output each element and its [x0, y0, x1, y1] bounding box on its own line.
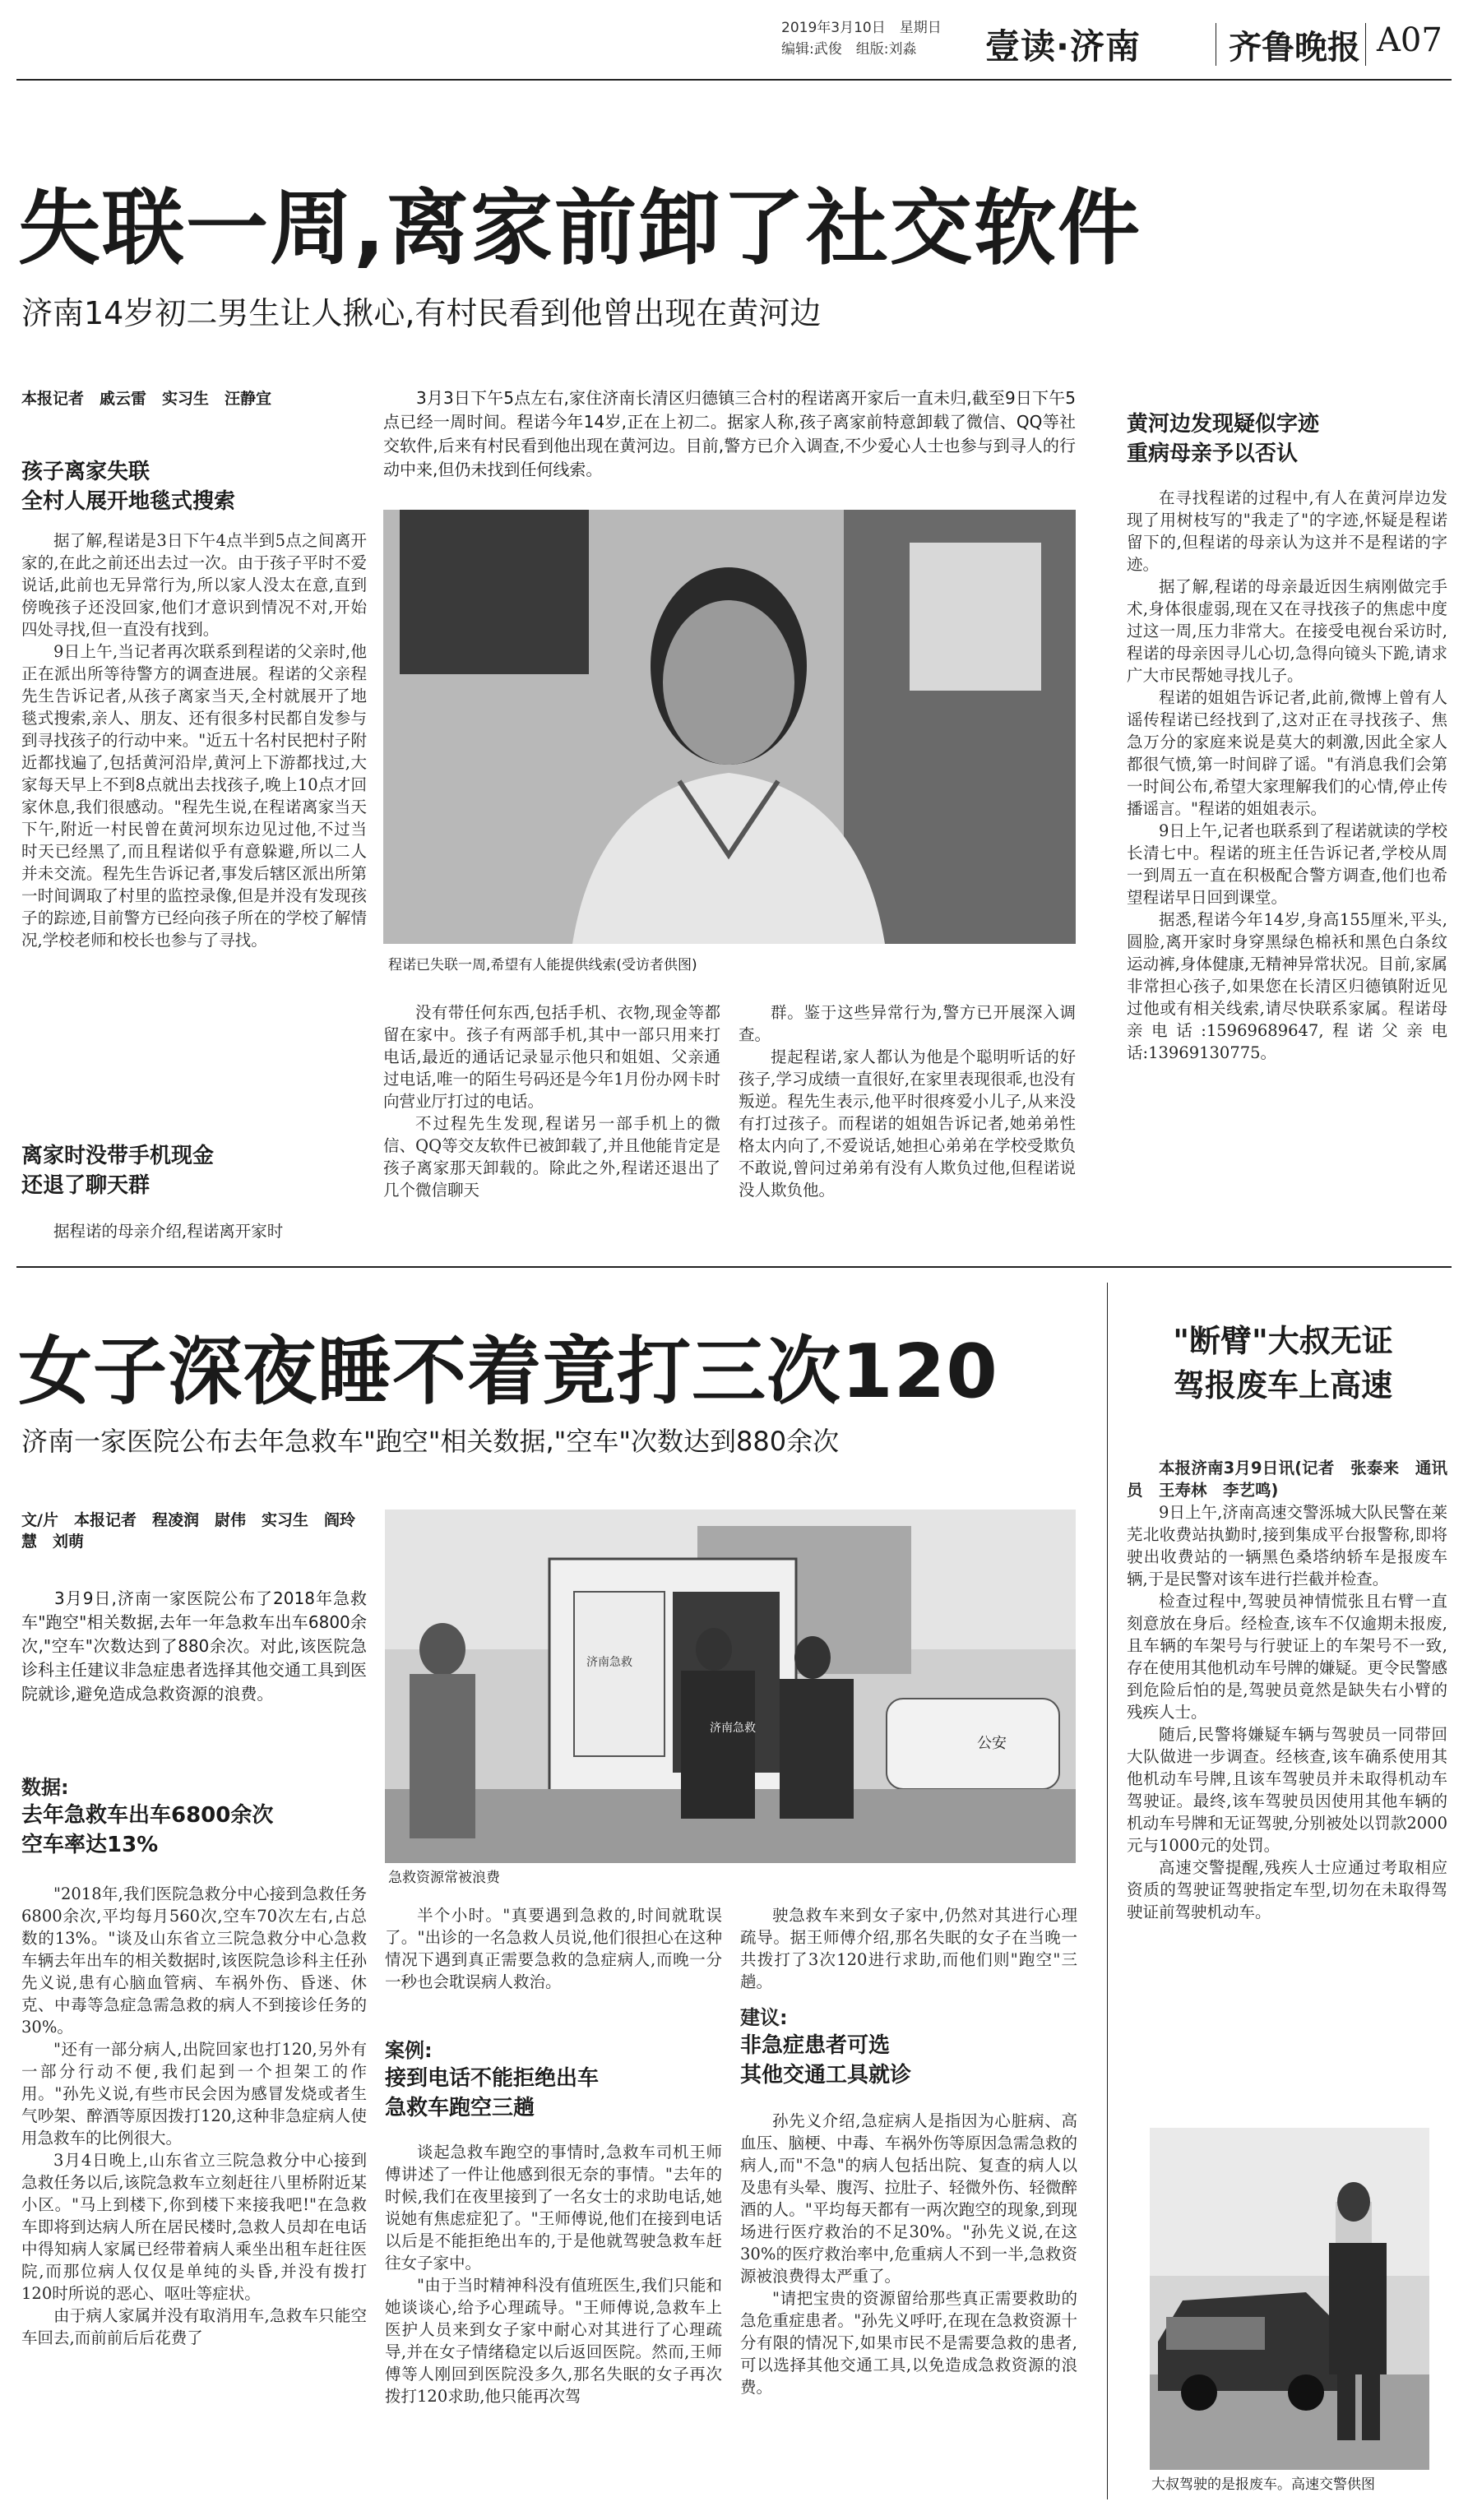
- newspaper-logo: 齐鲁晚报: [1229, 28, 1360, 67]
- story1-subheadline: 济南14岁初二男生让人揪心,有村民看到他曾出现在黄河边: [21, 295, 822, 331]
- issue-date: 2019年3月10日 星期日: [781, 20, 942, 36]
- story2-photo-caption: 急救资源常被浪费: [388, 1870, 500, 1886]
- story1-crosshead-2: 离家时没带手机现金 还退了聊天群: [21, 1144, 215, 1198]
- story1-crosshead: 孩子离家失联 全村人展开地毯式搜索: [21, 460, 236, 514]
- ambulance-text: 济南急救: [710, 1722, 756, 1735]
- page-number: A07: [1377, 21, 1443, 59]
- story2-col2-body-b: 谈起急救车跑空的事情时,急救车司机王师傅讲述了一件让他感到很无奈的事情。"去年的时候,我们在夜里接到了一名女士的求助电话,她说她有焦虑症犯了。"王师傅说,他们在接到电话以后是不能拒绝出车的,于是他就驾驶急救车赶往女子家中。 "由于当时精神科没有值班医生,我们只能和她谈谈心,给予心理疏导。"王师傅说,急救车上医护人员来到女子家中耐心对其进行了心理疏导,并在女子情绪稳定以后返回医院。然而,王师傅等人刚回到医院没多久,那名失眠的女子再次拨打120求助,他只能再次驾: [385, 2143, 722, 2406]
- story1-byline: 本报记者 戚云雷 实习生 汪静宜: [21, 390, 272, 408]
- story2-col2-body: 半个小时。"真要遇到急救的,时间就耽误了。"出诊的一名急救人员说,他们很担心在这种情况下遇到真正需要急救的急症病人,而晚一分一秒也会耽误病人救治。: [385, 1906, 722, 1991]
- police-car-text: 公安: [977, 1735, 1007, 1752]
- section-name: 壹读·济南: [985, 26, 1141, 67]
- ambulance-text: 济南急救: [586, 1656, 632, 1669]
- story3-headline: "断臂"大叔无证 驾报废车上高速: [1173, 1323, 1393, 1403]
- story1-col3-body: 群。鉴于这些异常行为,警方已开展深入调查。 提起程诺,家人都认为他是个聪明听话的好孩子,学习成绩一直很好,在家里表现很乖,也没有叛逆。程先生表示,他平时很疼爱小儿子,从来没有打过孩子。而程诺的姐姐告诉记者,她弟弟性格太内向了,不爱说话,她担心弟弟在学校受欺负不敢说,曾问过弟弟有没有人欺负过他,但程诺说没人欺负他。: [739, 1003, 1076, 1200]
- scrapped-car-image: [1150, 2128, 1429, 2470]
- story2-col3-body-b: 孙先义介绍,急症病人是指因为心脏病、高血压、脑梗、中毒、车祸外伤等原因急需急救的病人,而"不急"的病人包括出院、复查的病人以及患有头晕、腹泻、拉肚子、轻微外伤、轻微醉酒的人。"平均每天都有一两次跑空的现象,到现场进行医疗救治的不足30%。"孙先义说,在这30%的医疗救治率中,危重病人不到一半,急救资源被浪费得太严重了。 "请把宝贵的资源留给那些真正需要救助的急危重症患者。"孙先义呼吁,在现在急救资源十分有限的情况下,如果市民不是需要急救的患者,可以选择其他交通工具,以免造成急救资源的浪费。: [740, 2111, 1077, 2397]
- story-divider: [16, 1266, 1452, 1268]
- sidebar-divider: [1107, 1283, 1108, 2499]
- editor-credits: 编辑:武俊 组版:刘淼: [781, 41, 917, 58]
- story3-photo-caption: 大叔驾驶的是报废车。高速交警供图: [1151, 2476, 1375, 2493]
- story1-right-crosshead: 黄河边发现疑似字迹 重病母亲予以否认: [1127, 412, 1320, 466]
- story1-col1-body: 据了解,程诺是3日下午4点半到5点之间离开家的,在此之前还出去过一次。由于孩子平时不爱说话,此前也无异常行为,所以家人没太在意,直到傍晚孩子还没回家,他们才意识到情况不对,开始四处寻找,但一直没有找到。 9日上午,当记者再次联系到程诺的父亲时,他正在派出所等待警方的调查进展。程诺的父亲程先生告诉记者,从孩子离家当天,全村就展开了地毯式搜索,亲人、朋友、还有很多村民都自发参与到寻找孩子的行动中来。"近五十名村民把村子附近都找遍了,包括黄河沿岸,黄河上下游都找过,大家每天早上不到8点就出去找孩子,晚上10点才回家休息,我们很感动。"程先生说,在程诺离家当天下午,附近一村民曾在黄河坝东边见过他,不过当时天已经黑了,而且程诺似乎有意躲避,所以二人并未交流。程先生告诉记者,事发后辖区派出所第一时间调取了村里的监控录像,但是并没有发现孩子的踪迹,目前警方已经向孩子所在的学校了解情况,学校老师和校长也参与了寻找。: [21, 531, 367, 950]
- story2-data-crosshead: 数据: 去年急救车出车6800余次 空车率达13%: [21, 1776, 274, 1857]
- story1-right-body: 在寻找程诺的过程中,有人在黄河岸边发现了用树枝写的"我走了"的字迹,怀疑是程诺留下的,但程诺的母亲认为这并不是程诺的字迹。 据了解,程诺的母亲最近因生病刚做完手术,身体很虚弱,现在又在寻找孩子的焦虑中度过这一周,压力非常大。在接受电视台采访时,程诺的母亲因寻儿心切,急得向镜头下跪,请求广大市民帮她寻找儿子。 程诺的姐姐告诉记者,此前,微博上曾有人谣传程诺已经找到了,这对正在寻找孩子、焦急万分的家庭来说是莫大的刺激,因此全家人都很气愤,第一时间辟了谣。"有消息我们会第一时间公布,希望大家理解我们的心情,停止传播谣言。"程诺的姐姐表示。 9日上午,记者也联系到了程诺就读的学校长清七中。程诺的班主任告诉记者,学校从周一到周五一直在积极配合警方调查,他们也希望程诺早日回到课堂。 据悉,程诺今年14岁,身高155厘米,平头,圆脸,离开家时身穿黑绿色棉袄和黑色白条纹运动裤,身体健康,无精神异常状况。目前,家属非常担心孩子,如果您在长清区归德镇附近见过他或有相关线索,请尽快联系家属。程诺母亲电话:15969689647,程诺父亲电话:13969130775。: [1127, 488, 1447, 1062]
- portrait-boy-image: [383, 510, 1076, 944]
- story3-photo: [1150, 2128, 1429, 2470]
- story1-lead: 3月3日下午5点左右,家住济南长清区归德镇三合村的程诺离开家后一直未归,截至9日下午5点已经一周时间。程诺今年14岁,正在上初二。据家人称,孩子离家前特意卸载了微信、QQ等社交软件,后来有村民看到他出现在黄河边。目前,警方已介入调查,不少爱心人士也参与到寻人的行动中来,但仍未找到任何线索。: [383, 388, 1076, 479]
- story1-photo: [383, 510, 1076, 944]
- story2-col1-body: "2018年,我们医院急救分中心接到急救任务6800余次,平均每月560次,空车70次左右,占总数的13%。"谈及山东省立三院急救分中心急救车辆去年出车的相关数据时,该医院急诊科主任孙先义说,患有心脑血管病、车祸外伤、昏迷、休克、中毒等急症急需急救的病人不到接诊任务的30%。 "还有一部分病人,出院回家也打120,另外有一部分行动不便,我们起到一个担架工的作用。"孙先义说,有些市民会因为感冒发烧或者生气吵架、醉酒等原因拨打120,这种非急症病人使用急救车的比例很大。 3月4日晚上,山东省立三院急救分中心接到急救任务以后,该院急救车立刻赶往八里桥附近某小区。"马上到楼下,你到楼下来接我吧!"在急救车即将到达病人所在居民楼时,急救人员却在电话中得知病人家属已经带着病人乘坐出租车赶往医院,而那位病人仅仅是单纯的头昏,并没有拨打120时所说的恶心、呕吐等症状。 由于病人家属并没有取消用车,急救车只能空车回去,而前前后后花费了: [21, 1884, 367, 2347]
- story2-case-crosshead: 案例: 接到电话不能拒绝出车 急救车跑空三趟: [385, 2039, 600, 2120]
- story2-subheadline: 济南一家医院公布去年急救车"跑空"相关数据,"空车"次数达到880余次: [21, 1426, 840, 1457]
- ambulance-scene-image: [385, 1510, 1076, 1863]
- story1-col1-tail: 据程诺的母亲介绍,程诺离开家时: [53, 1222, 284, 1241]
- header-rule: [16, 79, 1452, 81]
- story1-col2-body: 没有带任何东西,包括手机、衣物,现金等都留在家中。孩子有两部手机,其中一部只用来打电话,最近的通话记录显示他只和姐姐、父亲通过电话,唯一的陌生号码还是今年1月份办网卡时向营业厅打过的电话。 不过程先生发现,程诺另一部手机上的微信、QQ等交友软件已被卸载了,并且他能肯定是孩子离家那天卸载的。除此之外,程诺还退出了几个微信聊天: [383, 1003, 720, 1200]
- header-divider: [1365, 23, 1366, 66]
- story3-body: 本报济南3月9日讯(记者 张泰来 通讯员 王寿林 李艺鸣) 9日上午,济南高速交警泺城大队民警在莱芜北收费站执勤时,接到集成平台报警称,即将驶出收费站的一辆黑色桑塔纳轿车是报废车辆,于是民警对该车进行拦截并检查。 检查过程中,驾驶员神情慌张且右臂一直刻意放在身后。经检查,该车不仅逾期未报废,且车辆的车架号与行驶证上的车架号不一致,存在使用其他机动车号牌的嫌疑。更令民警感到危险后怕的是,驾驶员竟然是缺失右小臂的残疾人士。 随后,民警将嫌疑车辆与驾驶员一同带回大队做进一步调查。经核查,该车确系使用其他机动车号牌,且该车驾驶员并未取得机动车驾驶证。最终,该车驾驶员因使用其他车辆的机动车号牌和无证驾驶,分别被处以罚款2000元与1000元的处罚。 高速交警提醒,残疾人士应通过考取相应资质的驾驶证驾驶指定车型,切勿在未取得驾驶证前驾驶机动车。: [1127, 1459, 1448, 1921]
- story2-col3-body: 驶急救车来到女子家中,仍然对其进行心理疏导。据王师傅介绍,那名失眠的女子在当晚一共拨打了3次120进行求助,而他们则"跑空"三趟。: [740, 1906, 1077, 1991]
- story2-advice-crosshead: 建议: 非急症患者可选 其他交通工具就诊: [740, 2006, 912, 2088]
- story2-lead: 3月9日,济南一家医院公布了2018年急救车"跑空"相关数据,去年一年急救车出车6800余次,"空车"次数达到了880余次。对此,该医院急诊科主任建议非急症患者选择其他交通工具到医院就诊,避免造成急救资源的浪费。: [21, 1588, 367, 1704]
- story2-photo: [385, 1510, 1076, 1863]
- story1-headline: 失联一周,离家前卸了社交软件: [18, 180, 1142, 276]
- story2-byline: 文/片 本报记者 程凌润 尉伟 实习生 阎玲慧 刘萌: [21, 1511, 355, 1551]
- story1-photo-caption: 程诺已失联一周,希望有人能提供线索(受访者供图): [388, 957, 697, 973]
- story2-headline: 女子深夜睡不着竟打三次120: [18, 1329, 998, 1415]
